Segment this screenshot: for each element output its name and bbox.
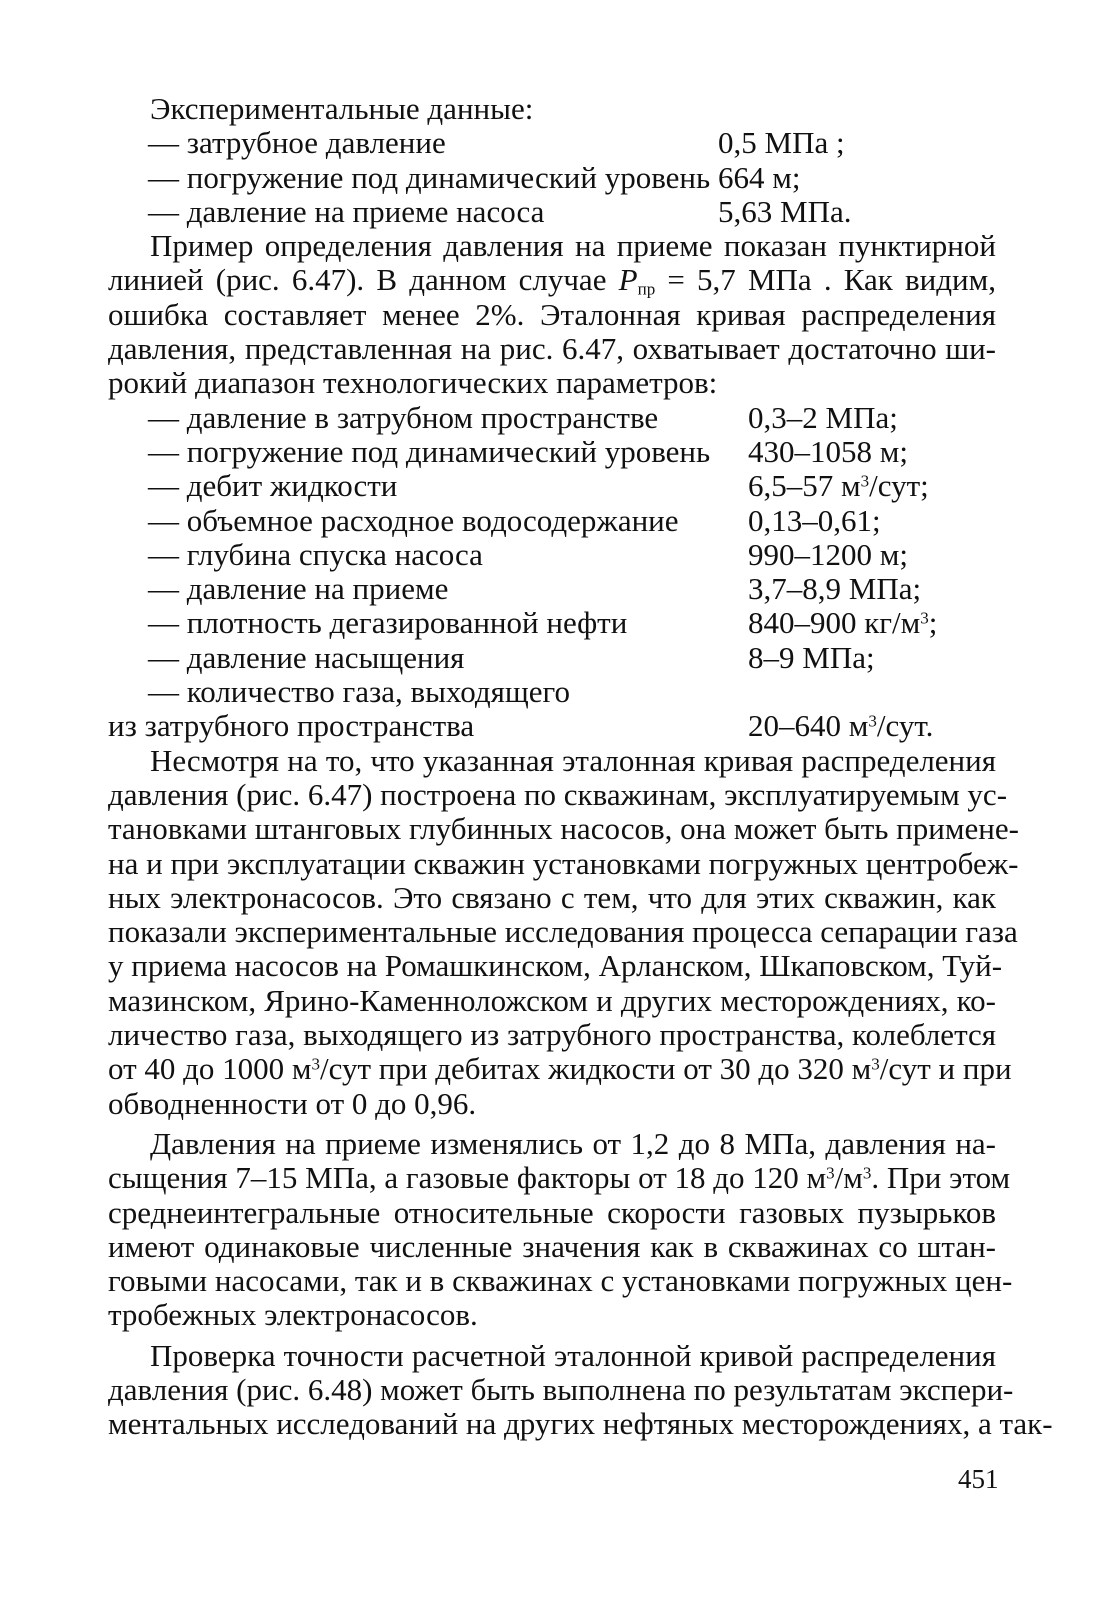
data-heading: Экспериментальные данные: <box>150 91 534 126</box>
data-value: 0,5 МПа ; <box>718 125 845 161</box>
range-value: 0,13–0,61; <box>748 502 881 538</box>
range-row <box>108 538 996 572</box>
paragraph-line <box>108 1160 1011 1196</box>
range-value: 3,7–8,9 МПа; <box>748 571 922 607</box>
paragraph-line: ментальных исследований на других нефтяных месторождениях, а так- <box>108 1406 1053 1442</box>
paragraph-pressures <box>108 1125 1013 1333</box>
data-label: — погружение под динамический уровень <box>148 159 711 195</box>
value-text: 20–640 м <box>748 708 869 744</box>
paragraph-line: показали экспериментальные исследования процесса сепарации газа <box>108 914 1018 950</box>
range-value <box>748 709 933 743</box>
range-label: — количество газа, выходящего <box>148 674 570 710</box>
paragraph-line: Пример определения давления на приеме показан пунктирной <box>150 228 996 264</box>
paragraph-line: ных электронасосов. Это связано с тем, что для этих скважин, как <box>108 879 996 915</box>
range-value <box>748 606 937 640</box>
paragraph-line: Проверка точности расчетной эталонной кривой распределения <box>150 1337 996 1373</box>
pressure-variable: Р <box>618 262 638 298</box>
range-value: 8–9 МПа; <box>748 639 875 675</box>
paragraph-line: обводненности от 0 до 0,96. <box>108 1085 477 1121</box>
superscript: 3 <box>868 711 877 731</box>
superscript: 3 <box>860 471 870 491</box>
range-row <box>108 469 996 503</box>
range-label: — давление на приеме <box>148 571 449 607</box>
data-row <box>108 126 996 160</box>
value-text: /сут; <box>869 468 929 504</box>
range-value <box>748 469 929 503</box>
data-value: 664 м; <box>718 159 801 195</box>
range-value: 990–1200 м; <box>748 536 908 572</box>
paragraph-line: давления, представленная на рис. 6.47, охватывает достаточно ши- <box>108 331 996 367</box>
range-row <box>108 709 996 743</box>
range-label: — давление в затрубном пространстве <box>148 399 659 435</box>
data-row <box>108 161 996 195</box>
range-row <box>108 572 996 606</box>
text-span: /сут при дебитах жидкости от 30 до 320 м <box>320 1051 872 1087</box>
paragraph-line: Давления на приеме изменялись от 1,2 до 8 МПа, давления на- <box>150 1125 996 1161</box>
text-span: от 40 до 1000 м <box>108 1051 312 1087</box>
text-span: /сут и при <box>879 1051 1012 1087</box>
superscript: 3 <box>920 609 929 629</box>
paragraph-line: говыми насосами, так и в скважинах с установками погружных цен- <box>108 1263 1013 1299</box>
parameter-ranges-list <box>108 401 996 744</box>
data-row <box>108 195 996 229</box>
range-label: — плотность дегазированной нефти <box>148 605 628 641</box>
paragraph-applicability <box>108 742 1019 1121</box>
paragraph-verification <box>108 1337 1053 1442</box>
value-text: 6,5–57 м <box>748 468 861 504</box>
range-value: 0,3–2 МПа; <box>748 399 898 435</box>
paragraph-line: ошибка составляет менее 2%. Эталонная кривая распределения <box>108 296 996 332</box>
paragraph-line: среднеинтегральные относительные скорости газовых пузырьков <box>108 1194 996 1230</box>
range-label: — дебит жидкости <box>148 468 398 504</box>
range-label: из затрубного пространства <box>108 708 475 744</box>
text-span: /м <box>834 1160 863 1196</box>
paragraph-line: давления (рис. 6.48) может быть выполнена по результатам экспери- <box>108 1371 1014 1407</box>
range-row <box>108 641 996 675</box>
value-text: ; <box>928 605 938 641</box>
range-row <box>108 401 996 435</box>
range-value: 430–1058 м; <box>748 433 908 469</box>
range-row <box>108 675 996 709</box>
value-text: /сут. <box>876 708 934 744</box>
range-row <box>108 606 996 640</box>
superscript: 3 <box>871 1054 880 1074</box>
paragraph-line <box>108 263 996 297</box>
superscript: 3 <box>862 1163 872 1183</box>
paragraph-line <box>108 1051 1012 1087</box>
body-text <box>108 91 1053 1442</box>
page-number: 451 <box>958 1464 999 1494</box>
data-label: — давление на приеме насоса <box>148 193 545 229</box>
paragraph-example <box>108 229 996 400</box>
text-span: линией (рис. 6.47). В данном случае <box>108 262 619 298</box>
text-span: = 5,7 МПа . Как видим, <box>655 262 996 298</box>
data-label: — затрубное давление <box>148 125 446 161</box>
value-text: 840–900 кг/м <box>748 605 921 641</box>
paragraph-line: личество газа, выходящего из затрубного пространства, колеблется <box>108 1017 997 1053</box>
paragraph-line: рокий диапазон технологических параметров: <box>108 365 718 401</box>
text-span: . При этом <box>871 1160 1011 1196</box>
paragraph-line: давления (рис. 6.47) построена по скважинам, эксплуатируемым ус- <box>108 776 1008 812</box>
range-row <box>108 504 996 538</box>
paragraph-line: у приема насосов на Ромашкинском, Арланском, Шкаповском, Туй- <box>108 948 1003 984</box>
range-label: — погружение под динамический уровень <box>148 433 711 469</box>
paragraph-line: тановками штанговых глубинных насосов, она может быть примене- <box>108 811 1019 847</box>
paragraph-line: мазинском, Ярино-Каменноложском и других месторождениях, ко- <box>108 982 996 1018</box>
range-row <box>108 435 996 469</box>
range-label: — глубина спуска насоса <box>148 536 483 572</box>
pressure-subscript: пр <box>637 279 656 299</box>
paragraph-line: имеют одинаковые численные значения как в скважинах со штан- <box>108 1228 996 1264</box>
paragraph-line: Несмотря на то, что указанная эталонная кривая распределения <box>150 742 996 778</box>
text-span: сыщения 7–15 МПа, а газовые факторы от 18 до 120 м <box>108 1160 827 1196</box>
paragraph-line: тробежных электронасосов. <box>108 1297 478 1333</box>
data-value: 5,63 МПа. <box>718 193 852 229</box>
paragraph-line: на и при эксплуатации скважин установками погружных центробеж- <box>108 845 1019 881</box>
superscript: 3 <box>311 1054 321 1074</box>
superscript: 3 <box>826 1163 835 1183</box>
range-label: — давление насыщения <box>148 639 465 675</box>
range-label: — объемное расходное водосодержание <box>148 502 679 538</box>
